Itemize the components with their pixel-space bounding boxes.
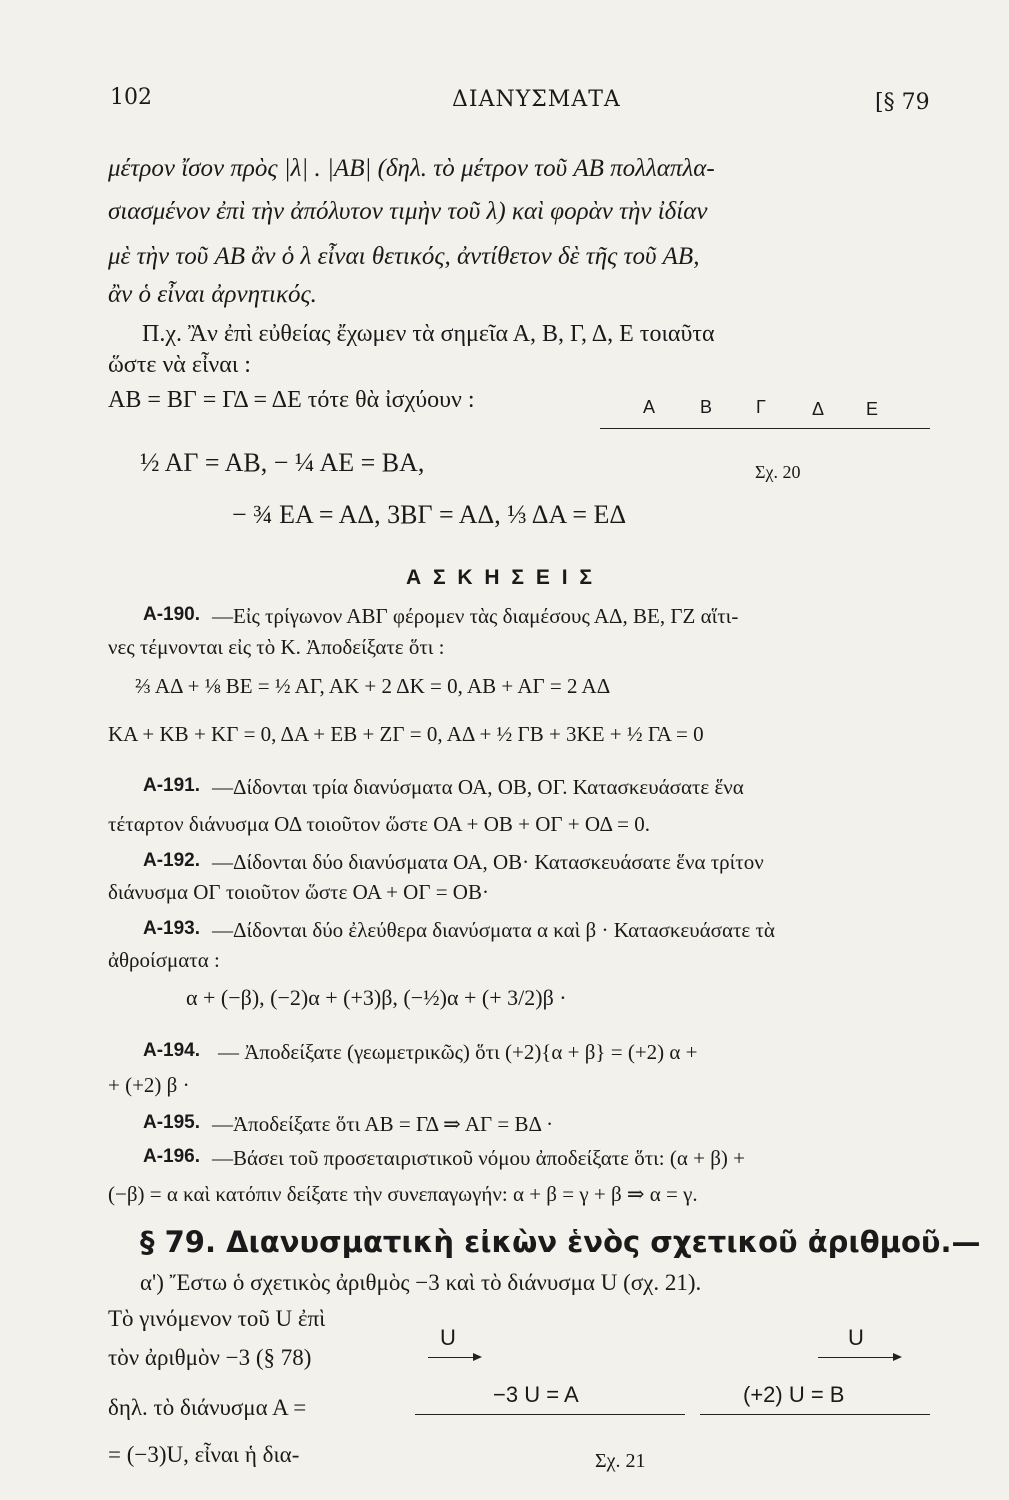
intro-line-2: σιασμένον ἐπὶ τὴν ἀπόλυτον τιμὴν τοῦ λ) καὶ φορὰν τὴν ἰδίαν	[108, 198, 708, 225]
exercise-196-label: Α-196.	[143, 1146, 201, 1167]
intro-line-3: μὲ τὴν τοῦ AB ἂν ὁ λ εἶναι θετικός, ἀντίθετον δὲ τῆς τοῦ AB,	[108, 243, 700, 270]
section-79-line-5: = (−3)U, εἶναι ἡ δια-	[108, 1442, 300, 1467]
figure-21-u-right-label: U	[848, 1325, 864, 1350]
figure-20-caption: Σχ. 20	[755, 462, 801, 482]
figure-21-left-line	[415, 1414, 685, 1415]
figure-21-u-left-arrow	[428, 1357, 480, 1358]
intro-line-1: μέτρον ἴσον πρὸς |λ| . |AB| (δηλ. τὸ μέτρον τοῦ AB πολλαπλα-	[108, 155, 715, 182]
point-label-g: Γ	[756, 397, 766, 417]
exercise-192-line-1: —Δίδονται δύο διανύσματα ΟΑ, ΟΒ· Κατασκευάσατε ἕνα τρίτον	[212, 850, 764, 874]
section-79-line-1: α') Ἔστω ὁ σχετικὸς ἀριθμὸς −3 καὶ τὸ διάνυσμα U (σχ. 21).	[140, 1270, 702, 1295]
exercise-190-line-3: ⅔ ΑΔ + ⅛ ΒΕ = ½ ΑΓ, ΑΚ + 2 ΔΚ = 0, ΑΒ + ΑΓ = 2 ΑΔ	[135, 674, 611, 698]
section-79-heading: § 79. Διανυσματικὴ εἰκὼν ἑνὸς σχετικοῦ ἀριθμοῦ.—	[140, 1225, 981, 1259]
exercise-191-label: Α-191.	[143, 775, 201, 796]
exercise-194-line-2: + (+2) β ·	[108, 1073, 190, 1097]
exercise-193-label: Α-193.	[143, 918, 201, 939]
exercise-193-line-3: α + (−β), (−2)α + (+3)β, (−½)α + (+ 3/2)β ·	[186, 985, 567, 1010]
exercise-191-line-2: τέταρτον διάνυσμα ΟΔ τοιοῦτον ὥστε ΟΑ + ΟΒ + ΟΓ + ΟΔ = 0.	[108, 812, 650, 836]
exercise-192-label: Α-192.	[143, 850, 201, 871]
exercise-195-label: Α-195.	[143, 1112, 201, 1133]
exercise-196-line-2: (−β) = α καὶ κατόπιν δείξατε τὴν συνεπαγωγήν: α + β = γ + β ⇒ α = γ.	[108, 1182, 698, 1206]
page-number: 102	[110, 85, 152, 110]
figure-21-right-line	[700, 1414, 930, 1415]
exercise-196-line-1: —Βάσει τοῦ προσεταιριστικοῦ νόμου ἀποδείξατε ὅτι: (α + β) +	[212, 1146, 745, 1170]
example-line-3: ΑΒ = ΒΓ = ΓΔ = ΔΕ τότε θὰ ἰσχύουν :	[108, 387, 475, 413]
exercise-193-line-2: ἀθροίσματα :	[108, 948, 220, 972]
exercise-195-line-1: —Ἀποδείξατε ὅτι ΑΒ = ΓΔ ⇒ ΑΓ = ΒΔ ·	[212, 1112, 554, 1136]
figure-21-u-left-label: U	[440, 1325, 456, 1350]
point-label-b: Β	[700, 397, 713, 417]
figure-21-left-equation: −3 U = A	[493, 1382, 579, 1407]
section-reference: [§ 79	[875, 90, 930, 115]
exercise-190-line-4: ΚΑ + ΚΒ + ΚΓ = 0, ΔΑ + ΕΒ + ΖΓ = 0, ΑΔ + ½ ΓΒ + 3ΚΕ + ½ ΓΑ = 0	[108, 722, 704, 746]
exercise-193-line-1: —Δίδονται δύο ἐλεύθερα διανύσματα α καὶ β · Κατασκευάσατε τὰ	[212, 918, 775, 942]
section-79-line-3: τὸν ἀριθμὸν −3 (§ 78)	[108, 1345, 312, 1370]
example-equation-2: − ¾ ΕΑ = ΑΔ, 3ΒΓ = ΑΔ, ⅓ ΔΑ = ΕΔ	[232, 500, 627, 529]
example-line-2: ὥστε νὰ εἶναι :	[108, 352, 251, 378]
intro-line-4: ἂν ὁ εἶναι ἀρνητικός.	[108, 281, 317, 308]
section-79-line-4: δηλ. τὸ διάνυσμα Α =	[108, 1395, 307, 1420]
point-label-d: Δ	[812, 399, 825, 419]
exercise-194-line-1: — Ἀποδείξατε (γεωμετρικῶς) ὅτι (+2){α + β} = (+2) α +	[218, 1040, 698, 1064]
exercise-190-line-1: —Εἰς τρίγωνον ΑΒΓ φέρομεν τὰς διαμέσους ΑΔ, ΒΕ, ΓΖ αἵτι-	[212, 604, 739, 628]
point-label-e: Ε	[866, 399, 879, 419]
figure-21-u-right-arrow	[818, 1357, 900, 1358]
point-label-a: Α	[643, 397, 656, 417]
figure-20-line	[600, 428, 930, 429]
example-line-1: Π.χ. Ἂν ἐπὶ εὐθείας ἔχωμεν τὰ σημεῖα Α, Β, Γ, Δ, Ε τοιαῦτα	[142, 321, 715, 347]
exercise-190-label: Α-190.	[143, 604, 201, 625]
exercise-191-line-1: —Δίδονται τρία διανύσματα ΟΑ, ΟΒ, ΟΓ. Κατασκευάσατε ἕνα	[212, 775, 744, 799]
exercise-190-line-2: νες τέμνονται εἰς τὸ Κ. Ἀποδείξατε ὅτι :	[108, 635, 445, 659]
running-title: ΔΙΑΝΥΣΜΑΤΑ	[452, 87, 621, 112]
exercises-heading: Α Σ Κ Η Σ Ε Ι Σ	[406, 566, 595, 589]
example-equation-1: ½ ΑΓ = ΑΒ, − ¼ ΑΕ = ΒΑ,	[140, 448, 425, 477]
section-79-line-2: Τὸ γινόμενον τοῦ U ἐπὶ	[108, 1306, 326, 1331]
figure-21-right-equation: (+2) U = B	[743, 1382, 845, 1407]
exercise-192-line-2: διάνυσμα ΟΓ τοιοῦτον ὥστε ΟΑ + ΟΓ = ΟΒ·	[108, 880, 489, 904]
figure-21-caption: Σχ. 21	[595, 1450, 646, 1472]
exercise-194-label: Α-194.	[143, 1040, 201, 1061]
